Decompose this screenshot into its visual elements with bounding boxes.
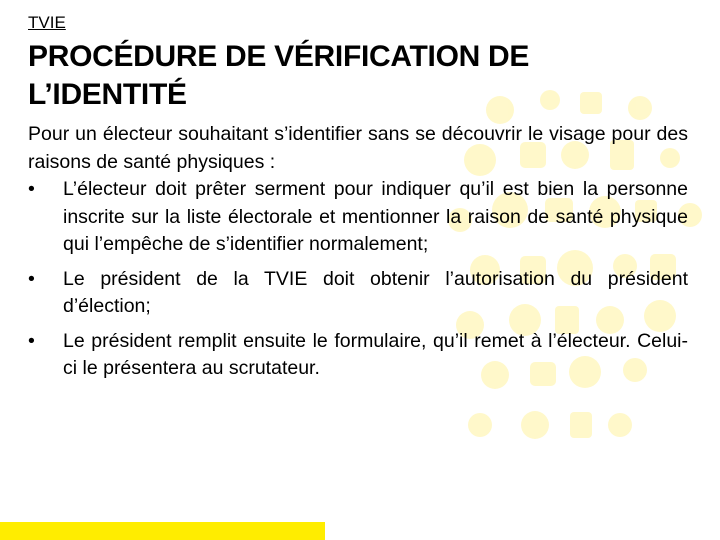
intro-paragraph: Pour un électeur souhaitant s’identifier sans se découvrir le visage pour des raisons de santé physiques :	[28, 123, 688, 173]
bullet-text: Le président remplit ensuite le formulaire, qu’il remet à l’électeur. Celui-ci le présentera au scrutateur.	[63, 329, 688, 379]
bullet-item	[28, 176, 688, 259]
slide-body	[28, 121, 688, 390]
bullet-text: L’électeur doit prêter serment pour indiquer qu’il est bien la personne inscrite sur la liste électorale et mentionner la raison de santé physique qui l’empêche de s’identifier normalement;	[63, 178, 688, 255]
slide-tag: TVIE	[28, 13, 66, 32]
bullet-icon: •	[28, 329, 35, 352]
accent-bar	[0, 522, 325, 540]
bullet-icon: •	[28, 267, 35, 290]
bullet-list	[28, 176, 688, 383]
bullet-text: Le président de la TVIE doit obtenir l’autorisation du président d’élection;	[63, 267, 688, 317]
slide-title: PROCÉDURE DE VÉRIFICATION DE L’IDENTITÉ	[28, 40, 530, 111]
bullet-item	[28, 266, 688, 321]
bullet-item	[28, 328, 688, 383]
bullet-icon: •	[28, 178, 35, 200]
